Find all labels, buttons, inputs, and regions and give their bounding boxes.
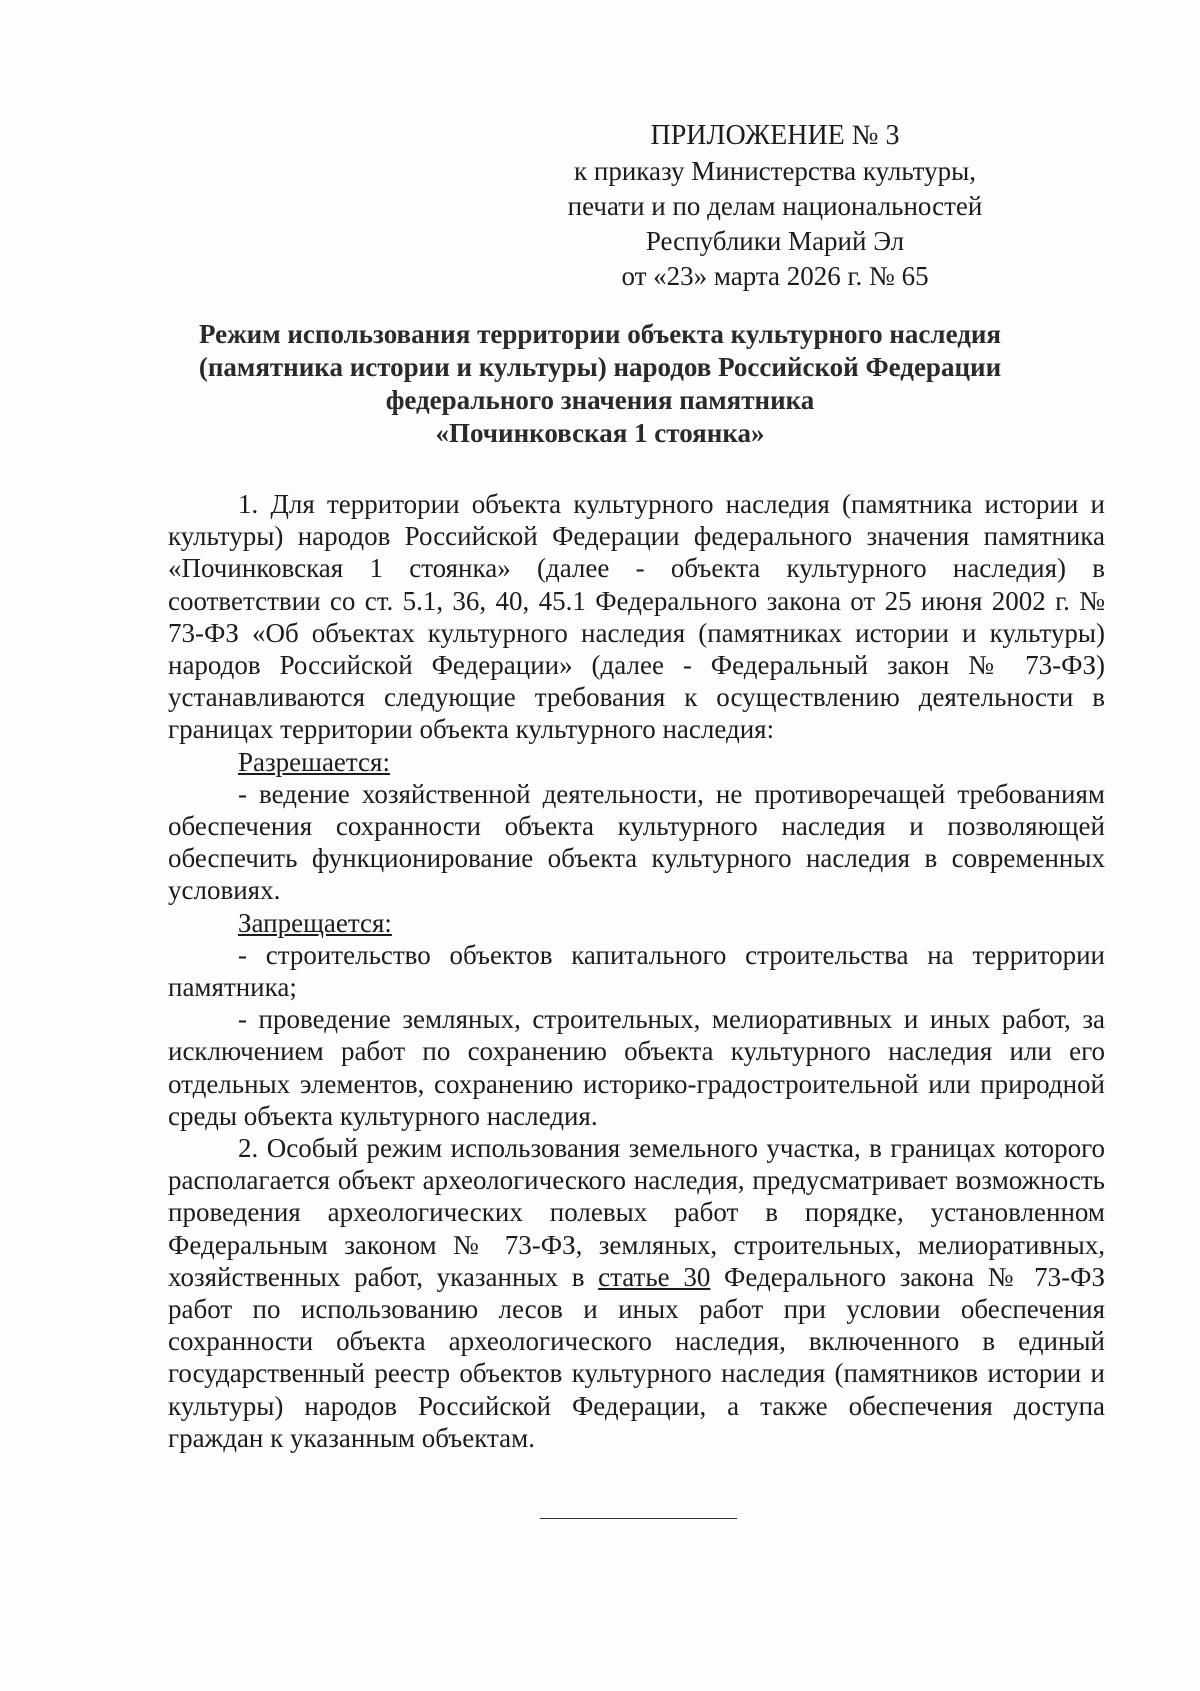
annex-line-1: к приказу Министерства культуры, bbox=[574, 156, 976, 186]
annex-line-4: от «23» марта 2026 г. № 65 bbox=[621, 261, 929, 291]
title-line-3: федерального значения памятника bbox=[385, 385, 815, 415]
document-body bbox=[168, 488, 1105, 1454]
annex-title: ПРИЛОЖЕНИЕ № 3 bbox=[650, 120, 900, 151]
paragraph-2-text-start: 2. Особый режим использования земельного участка, в границах которого располагается объект археологического наследия, предусматривает возможность проведения археологических полевых работ в порядке, установленном Федеральным законом № 73-ФЗ, земляных, строительных, мелиоративных, хозяйственных работ, указанных в bbox=[168, 1133, 1105, 1292]
allowed-label: Разрешается: bbox=[238, 746, 390, 777]
article-30-link[interactable]: статье 30 bbox=[598, 1261, 711, 1292]
document-title bbox=[160, 318, 1040, 450]
forbidden-label: Запрещается: bbox=[238, 907, 392, 938]
title-line-2: (памятника истории и культуры) народов Российской Федерации bbox=[198, 352, 1002, 382]
paragraph-2 bbox=[168, 1132, 1105, 1454]
paragraph-2-text-end: Федерального закона № 73-ФЗ работ по использованию лесов и иных работ при условии обеспечения сохранности объекта археологического наследия, включенного в единый государственный реестр объектов культурного наследия (памятников истории и культуры) народов Российской Федерации, а также обеспечения доступа граждан к указанным объектам. bbox=[168, 1261, 1105, 1453]
paragraph-1: 1. Для территории объекта культурного наследия (памятника истории и культуры) народов Российской Федерации федерального значения памятника «Починковская 1 стоянка» (далее - объекта культурного наследия) в соответствии со ст. 5.1, 36, 40, 45.1 Федерального закона от 25 июня 2002 г. № 73-ФЗ «Об объектах культурного наследия (памятниках истории и культуры) народов Российской Федерации» (далее - Федеральный закон № 73-ФЗ) устанавливаются следующие требования к осуществлению деятельности в границах территории объекта культурного наследия: bbox=[168, 489, 1105, 745]
allowed-heading bbox=[168, 746, 1105, 778]
forbidden-item-2: - проведение земляных, строительных, мелиоративных и иных работ, за исключением работ по сохранению объекта культурного наследия или его отдельных элементов, сохранению историко-градостроительной или природной среды объекта культурного наследия. bbox=[168, 1004, 1105, 1131]
annex-line-2: печати и по делам национальностей bbox=[567, 191, 983, 221]
annex-line-3: Республики Марий Эл bbox=[645, 226, 905, 256]
forbidden-item-1: - строительство объектов капитального строительства на территории памятника; bbox=[168, 939, 1105, 1003]
title-line-4: «Починковская 1 стоянка» bbox=[435, 418, 765, 448]
forbidden-heading bbox=[168, 907, 1105, 939]
title-line-1: Режим использования территории объекта культурного наследия bbox=[198, 319, 1002, 349]
closing-rule bbox=[540, 1518, 737, 1519]
allowed-item-1: - ведение хозяйственной деятельности, не противоречащей требованиям обеспечения сохранности объекта культурного наследия и позволяющей обеспечить функционирование объекта культурного наследия в современных условиях. bbox=[168, 778, 1105, 906]
annex-header bbox=[560, 118, 990, 294]
